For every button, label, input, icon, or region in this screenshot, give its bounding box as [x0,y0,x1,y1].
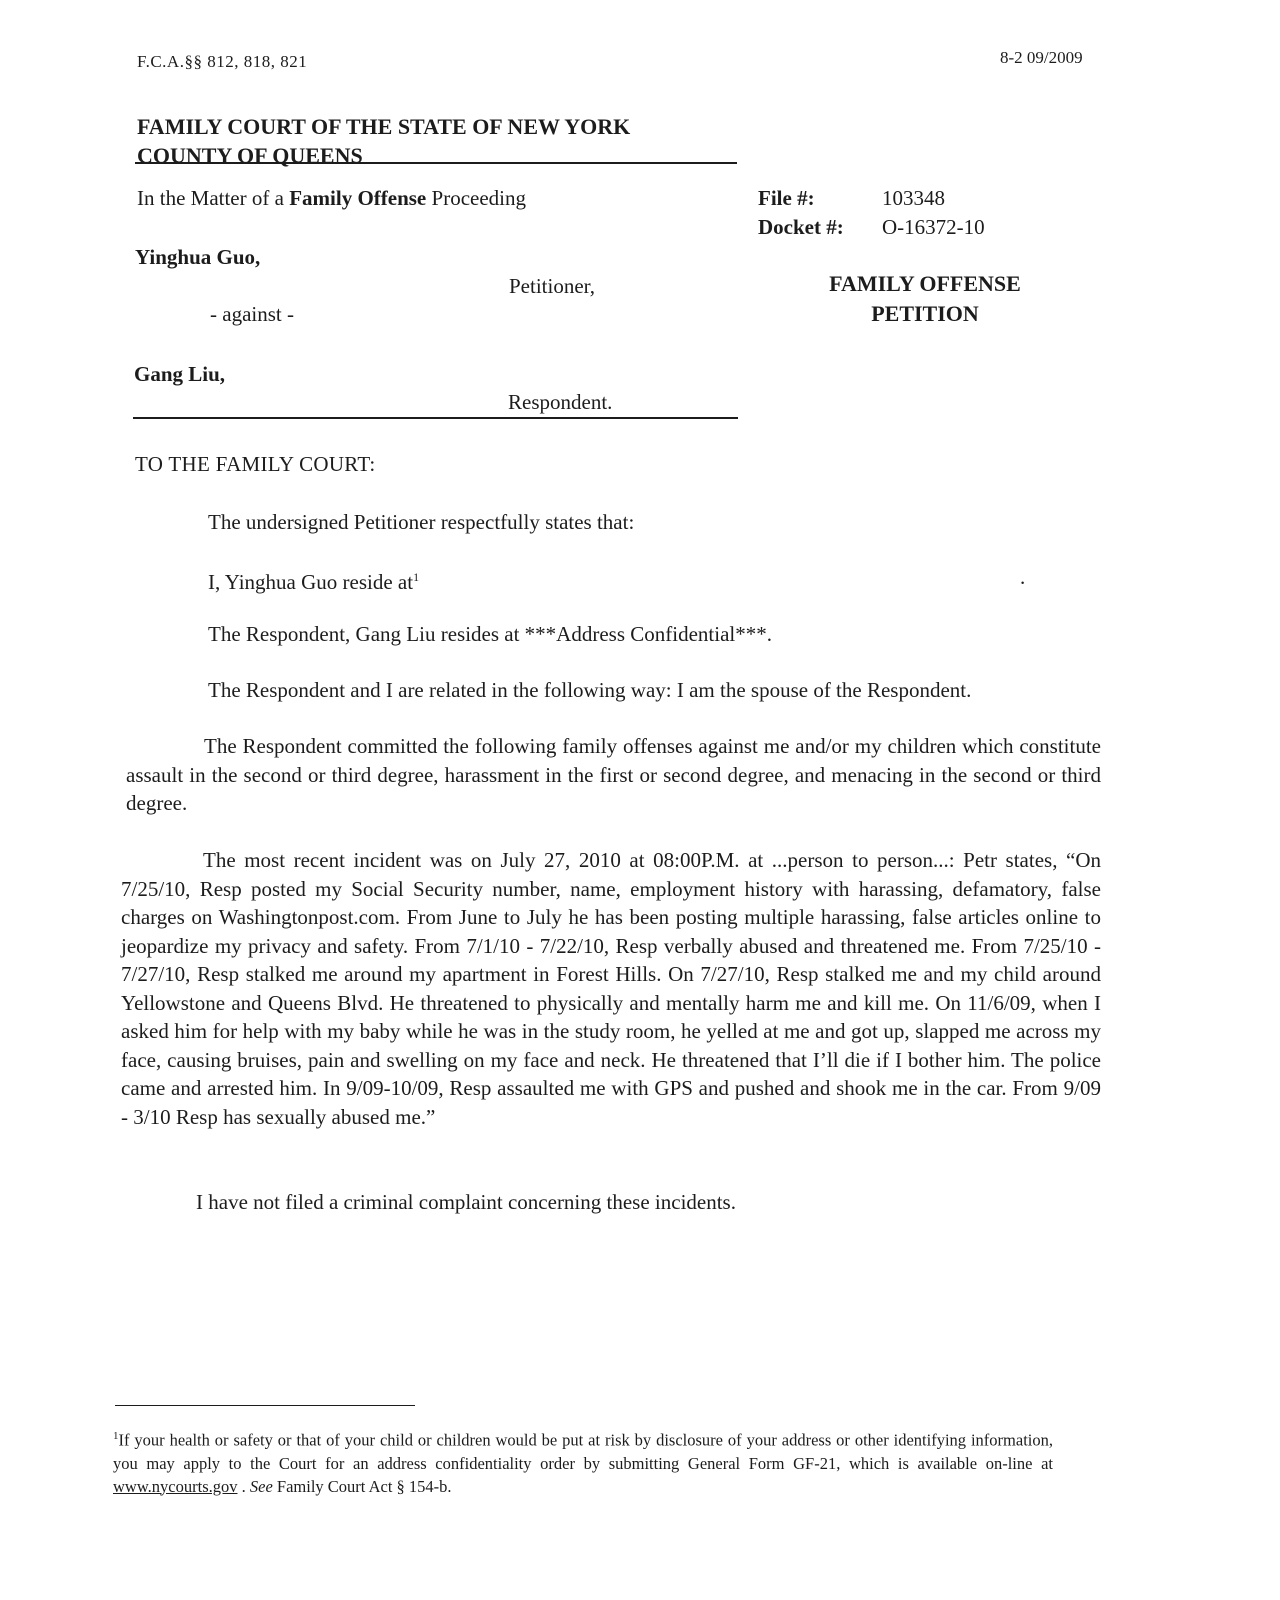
respondent-name: Gang Liu, [134,362,226,386]
footnote [113,1425,1053,1498]
caption-top-rule [135,162,737,164]
petition-title-line1: FAMILY OFFENSE [829,271,1021,296]
statute-reference: F.C.A.§§ 812, 818, 821 [137,52,308,71]
residence-statement [208,563,419,597]
footnote-number: 1 [113,1430,119,1442]
footnote-text: If your health or safety or that of your child or children would be put at risk by disclosure of your address or other identifying information, you may apply to the Court for an address confidentiality order by submitting General Form GF-21, which is available on-line at [113,1430,1053,1473]
footnote-citation: Family Court Act § 154-b. [272,1476,452,1496]
petitioner-role: Petitioner, [509,274,596,298]
respondent-address-statement: The Respondent, Gang Liu resides at ***Address Confidential***. [208,622,772,646]
salutation: TO THE FAMILY COURT: [135,452,376,476]
nycourts-link[interactable]: www.nycourts.gov [113,1476,238,1496]
file-number: 103348 [882,186,945,210]
petition-title [800,269,1050,329]
matter-suffix: Proceeding [426,186,526,210]
matter-type: Family Offense [289,186,427,210]
footnote-see: See [249,1476,273,1496]
footnote-rule [115,1405,415,1406]
caption-bottom-rule [133,417,738,419]
form-code: 8-2 09/2009 [1000,48,1083,67]
court-county: COUNTY OF QUEENS [137,143,363,168]
residence-period: . [1020,565,1026,589]
incident-paragraph: The most recent incident was on July 27, 2010 at 08:00P.M. at ...person to person...: Petr states, “On 7/25/10, Resp posted my Social Security number, name, employment history with harassing, defamatory, false charges on Washingtonpost.com. From June to July he has been posting multiple harassing, false articles online to jeopardize my privacy and safety. From 7/1/10 - 7/22/10, Resp verbally abused and threatened me. From 7/25/10 - 7/27/10, Resp stalked me around my apartment in Forest Hills. On 7/27/10, Resp stalked me and my child around Yellowstone and Queens Blvd. He threatened to physically and mentally harm me and kill me. On 11/6/09, when I asked him for help with my baby while he was in the study room, he yelled at me and got up, slapped me across my face, causing bruises, pain and swelling on my face and neck. He threatened that I’ll die if I bother him. The police came and arrested him. In 9/09-10/09, Resp assaulted me with GPS and pushed and shook me in the car. From 9/09 - 3/10 Resp has sexually abused me.” [121,848,1101,1129]
docket-number-label: Docket #: [758,215,844,239]
residence-text: I, Yinghua Guo reside at [208,570,414,594]
complaint-statement: I have not filed a criminal complaint concerning these incidents. [196,1190,736,1214]
petitioner-name: Yinghua Guo, [135,245,261,269]
against-text: - against - [210,302,294,326]
matter-prefix: In the Matter of a [137,186,290,210]
offenses-paragraph: The Respondent committed the following family offenses against me and/or my children which constitute assault in the second or third degree, harassment in the first or second degree, and menacing in the second or third degree. [126,734,1101,815]
matter-line [137,184,526,212]
docket-number: O-16372-10 [882,215,985,239]
court-name: FAMILY COURT OF THE STATE OF NEW YORK [137,114,631,139]
footnote-marker: 1 [413,570,420,584]
intro-statement: The undersigned Petitioner respectfully states that: [208,510,635,534]
footnote-separator: . [237,1476,250,1496]
relationship-statement: The Respondent and I are related in the following way: I am the spouse of the Respondent. [208,678,972,702]
petition-title-line2: PETITION [871,301,979,326]
file-number-label: File #: [758,186,815,210]
respondent-role: Respondent. [508,390,613,414]
